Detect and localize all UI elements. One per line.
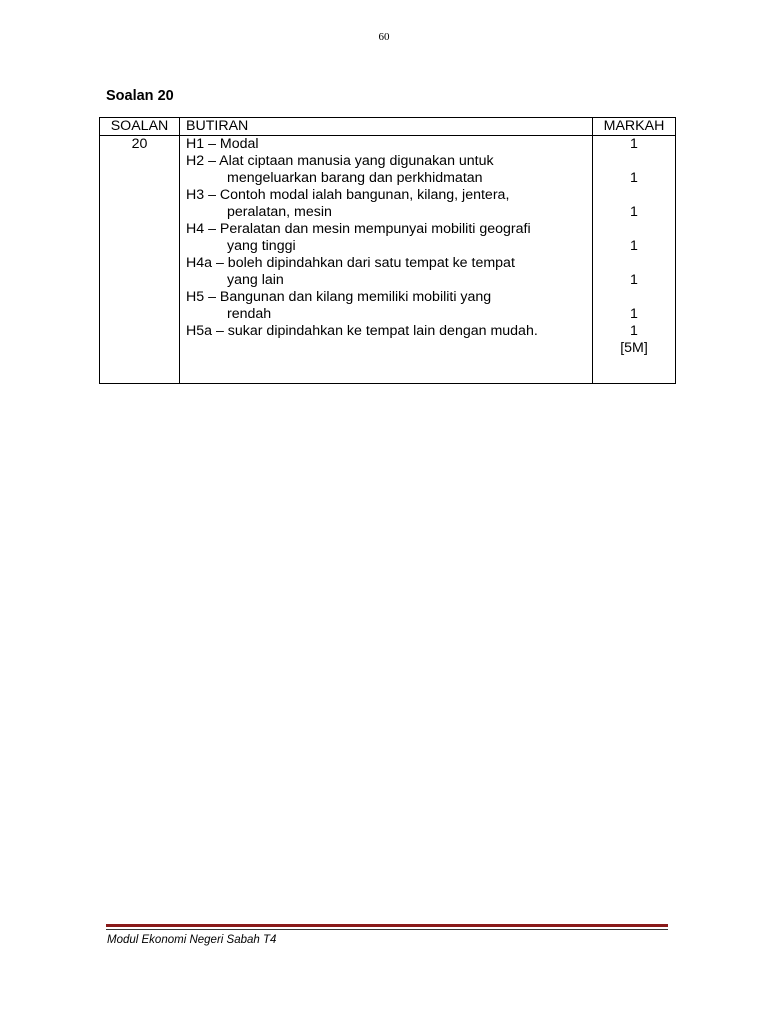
answer-item-h1 [186, 136, 586, 153]
header-soalan: SOALAN [100, 118, 180, 136]
question-title: Soalan 20 [106, 88, 174, 104]
answer-item-h5a [186, 323, 586, 340]
answer-item-h3 [186, 187, 586, 221]
mark-value: 1 [630, 306, 638, 322]
answer-line-continuation: yang lain [227, 272, 284, 288]
answer-item-h5 [186, 289, 586, 323]
header-markah: MARKAH [593, 118, 676, 136]
answer-line: H4 – Peralatan dan mesin mempunyai mobiliti geografi [186, 221, 531, 237]
answer-line: H3 – Contoh modal ialah bangunan, kilang, jentera, [186, 187, 510, 203]
mark-value: 1 [630, 170, 638, 186]
mark-value [599, 153, 669, 170]
mark-value: 1 [630, 204, 638, 220]
mark-value [599, 187, 669, 204]
table-row [100, 136, 676, 384]
mark-value: 1 [630, 272, 638, 288]
mark-value: 1 [630, 323, 638, 339]
mark-value [599, 289, 669, 306]
header-butiran: BUTIRAN [180, 118, 593, 136]
soalan-number: 20 [100, 136, 180, 384]
mark-value [599, 221, 669, 238]
footer-text: Modul Ekonomi Negeri Sabah T4 [107, 934, 277, 946]
answer-line: H5a – sukar dipindahkan ke tempat lain dengan mudah. [186, 323, 538, 339]
footer-rule [106, 924, 668, 927]
answer-line: H2 – Alat ciptaan manusia yang digunakan untuk [186, 153, 494, 169]
table-header-row [100, 118, 676, 136]
answer-line-continuation: peralatan, mesin [227, 204, 332, 220]
footer-rule-thin [106, 929, 668, 930]
page-number: 60 [378, 31, 390, 43]
mark-value: 1 [630, 136, 638, 152]
answer-line-continuation: mengeluarkan barang dan perkhidmatan [227, 170, 483, 186]
mark-value [599, 255, 669, 272]
mark-value: 1 [630, 238, 638, 254]
answer-line-continuation: yang tinggi [227, 238, 296, 254]
answer-item-h4 [186, 221, 586, 255]
answer-line: H5 – Bangunan dan kilang memiliki mobiliti yang [186, 289, 492, 305]
butiran-cell [180, 136, 593, 384]
markah-cell [593, 136, 676, 384]
answer-line: H1 – Modal [186, 136, 259, 152]
answer-item-h4a [186, 255, 586, 289]
answer-line: H4a – boleh dipindahkan dari satu tempat ke tempat [186, 255, 515, 271]
answer-item-h2 [186, 153, 586, 187]
total-mark: [5M] [620, 340, 648, 356]
answer-line-continuation: rendah [227, 306, 272, 322]
answer-table [99, 117, 676, 384]
